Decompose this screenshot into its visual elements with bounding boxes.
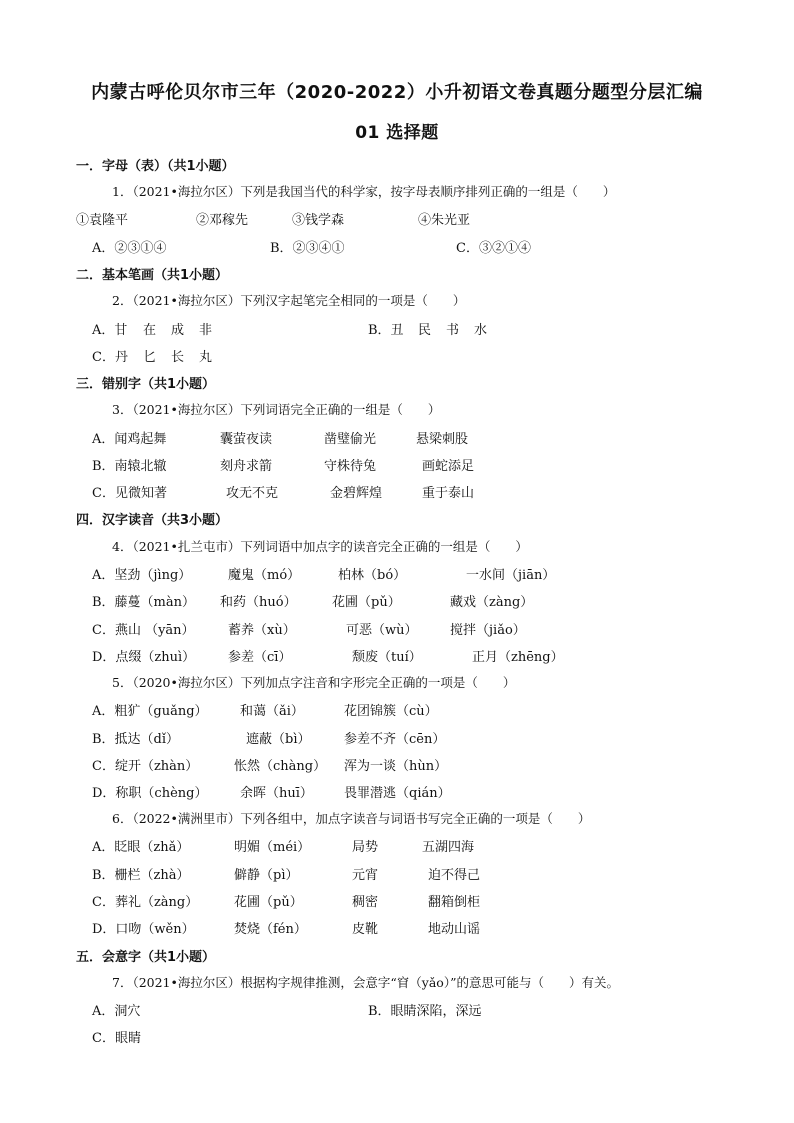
q5-option-d-2: 余晖（huī） [240, 786, 313, 801]
q6-option-d-3: 皮靴 [352, 922, 379, 937]
q5-option-d-3: 畏罪潜逃（qián） [344, 786, 451, 801]
q1-name-4: ④朱光亚 [418, 213, 471, 228]
q5-option-a-1: A．粗犷（guǎng） [92, 704, 208, 719]
q2-option-b-2: 民 [418, 323, 432, 338]
q5-option-b-1: B．抵达（dǐ） [92, 732, 180, 747]
q4-option-d-4: 正月（zhēng） [472, 650, 564, 665]
q4-option-b-1: B．藤蔓（màn） [92, 595, 196, 610]
q5-option-c-2: 怅然（chàng） [234, 759, 327, 774]
q5-option-c-1: C．绽开（zhàn） [92, 759, 199, 774]
q4-option-d-1: D．点缀（zhuì） [92, 650, 196, 665]
question-5-stem: 5．（2020•海拉尔区）下列加点字注音和字形完全正确的一项是（ ） [112, 675, 516, 690]
q3-option-b-4: 画蛇添足 [422, 459, 475, 474]
page-subtitle: 01 选择题 [355, 123, 439, 143]
q2-option-c-1: C．丹 [92, 350, 128, 365]
q6-option-a-1: A．眨眼（zhǎ） [92, 840, 190, 855]
question-2-stem: 2．（2021•海拉尔区）下列汉字起笔完全相同的一项是（ ） [112, 293, 466, 308]
q4-option-a-2: 魔鬼（mó） [228, 568, 301, 583]
q1-option-c: C．③②①④ [456, 241, 531, 256]
q4-option-c-4: 搅拌（jiǎo） [450, 623, 526, 638]
q2-option-c-3: 长 [171, 350, 185, 365]
section-heading-2: 二．基本笔画（共1小题） [76, 268, 229, 283]
q4-option-b-4: 藏戏（zàng） [450, 595, 534, 610]
section-heading-1: 一．字母（表）（共1小题） [76, 159, 235, 174]
q2-option-c-2: 匕 [143, 350, 157, 365]
q4-option-a-1: A．坚劲（jìng） [92, 568, 192, 583]
q6-option-a-4: 五湖四海 [422, 840, 475, 855]
q6-option-a-3: 局势 [352, 840, 379, 855]
q2-option-a-2: 在 [143, 323, 157, 338]
q1-option-a: A．②③①④ [92, 241, 167, 256]
q3-option-c-2: 攻无不克 [226, 486, 279, 501]
q5-option-b-2: 遮蔽（bì） [246, 732, 311, 747]
section-heading-5: 五．会意字（共1小题） [76, 950, 216, 965]
q2-option-b-3: 书 [446, 323, 460, 338]
q6-option-c-4: 翻箱倒柜 [428, 895, 481, 910]
q3-option-b-3: 守株待兔 [324, 459, 377, 474]
q5-option-a-2: 和蔼（ǎi） [240, 704, 304, 719]
q2-option-b-4: 水 [474, 323, 488, 338]
q6-option-b-2: 僻静（pì） [234, 868, 299, 883]
q4-option-b-3: 花圃（pǔ） [332, 595, 401, 610]
q6-option-c-1: C．葬礼（zàng） [92, 895, 199, 910]
q4-option-d-2: 参差（cī） [228, 650, 292, 665]
q2-option-b-1: B．丑 [368, 323, 404, 338]
q6-option-c-3: 稠密 [352, 895, 379, 910]
q6-option-b-1: B．栅栏（zhà） [92, 868, 190, 883]
q4-option-c-3: 可恶（wù） [346, 623, 418, 638]
question-3-stem: 3．（2021•海拉尔区）下列词语完全正确的一组是（ ） [112, 402, 441, 417]
q2-option-c-4: 丸 [199, 350, 213, 365]
q2-option-a-3: 成 [171, 323, 185, 338]
question-1-stem: 1．（2021•海拉尔区）下列是我国当代的科学家，按字母表顺序排列正确的一组是（ ） [112, 184, 616, 199]
q3-option-c-3: 金碧辉煌 [330, 486, 383, 501]
q1-name-2: ②邓稼先 [196, 213, 249, 228]
q6-option-d-2: 焚烧（fén） [234, 922, 307, 937]
q6-option-b-4: 迫不得己 [428, 868, 481, 883]
q5-option-b-3: 参差不齐（cēn） [344, 732, 446, 747]
q1-option-b: B．②③④① [270, 241, 345, 256]
q4-option-c-2: 蓄养（xù） [228, 623, 296, 638]
q6-option-c-2: 花圃（pǔ） [234, 895, 303, 910]
q3-option-b-1: B．南辕北辙 [92, 459, 167, 474]
question-7-stem: 7．（2021•海拉尔区）根据构字规律推测，会意字“窅（yǎo）”的意思可能与（ ）有关。 [112, 975, 619, 990]
q2-option-a-1: A．甘 [92, 323, 128, 338]
q6-option-b-3: 元宵 [352, 868, 379, 883]
q5-option-d-1: D．称职（chèng） [92, 786, 208, 801]
q6-option-d-4: 地动山谣 [428, 922, 481, 937]
q3-option-c-1: C．见微知著 [92, 486, 167, 501]
q3-option-a-3: 凿璧偷光 [324, 432, 377, 447]
section-heading-3: 三．错别字（共1小题） [76, 377, 216, 392]
q7-option-b: B．眼睛深陷，深远 [368, 1004, 482, 1019]
q4-option-c-1: C．燕山 （yān） [92, 623, 195, 638]
q6-option-a-2: 明媚（méi） [234, 840, 311, 855]
q4-option-d-3: 颓废（tuí） [352, 650, 422, 665]
question-4-stem: 4．（2021•扎兰屯市）下列词语中加点字的读音完全正确的一组是（ ） [112, 539, 528, 554]
question-6-stem: 6．（2022•满洲里市）下列各组中，加点字读音与词语书写完全正确的一项是（ ） [112, 811, 591, 826]
q3-option-a-1: A．闻鸡起舞 [92, 432, 167, 447]
q4-option-a-4: 一水间（jiān） [466, 568, 556, 583]
q1-name-3: ③钱学森 [292, 213, 345, 228]
q5-option-c-3: 浑为一谈（hùn） [344, 759, 448, 774]
q3-option-a-4: 悬梁刺股 [416, 432, 469, 447]
q5-option-a-3: 花团锦簇（cù） [344, 704, 438, 719]
q4-option-b-2: 和药（huó） [220, 595, 297, 610]
q7-option-c: C．眼睛 [92, 1031, 141, 1046]
q3-option-b-2: 刻舟求箭 [220, 459, 273, 474]
q7-option-a: A．洞穴 [92, 1004, 141, 1019]
q6-option-d-1: D．口吻（wěn） [92, 922, 195, 937]
q3-option-c-4: 重于泰山 [422, 486, 475, 501]
section-heading-4: 四．汉字读音（共3小题） [76, 513, 229, 528]
q1-name-1: ①袁隆平 [76, 213, 129, 228]
q2-option-a-4: 非 [199, 323, 213, 338]
q3-option-a-2: 囊萤夜读 [220, 432, 273, 447]
page-title: 内蒙古呼伦贝尔市三年（2020-2022）小升初语文卷真题分题型分层汇编 [91, 82, 703, 103]
q4-option-a-3: 柏林（bó） [338, 568, 407, 583]
